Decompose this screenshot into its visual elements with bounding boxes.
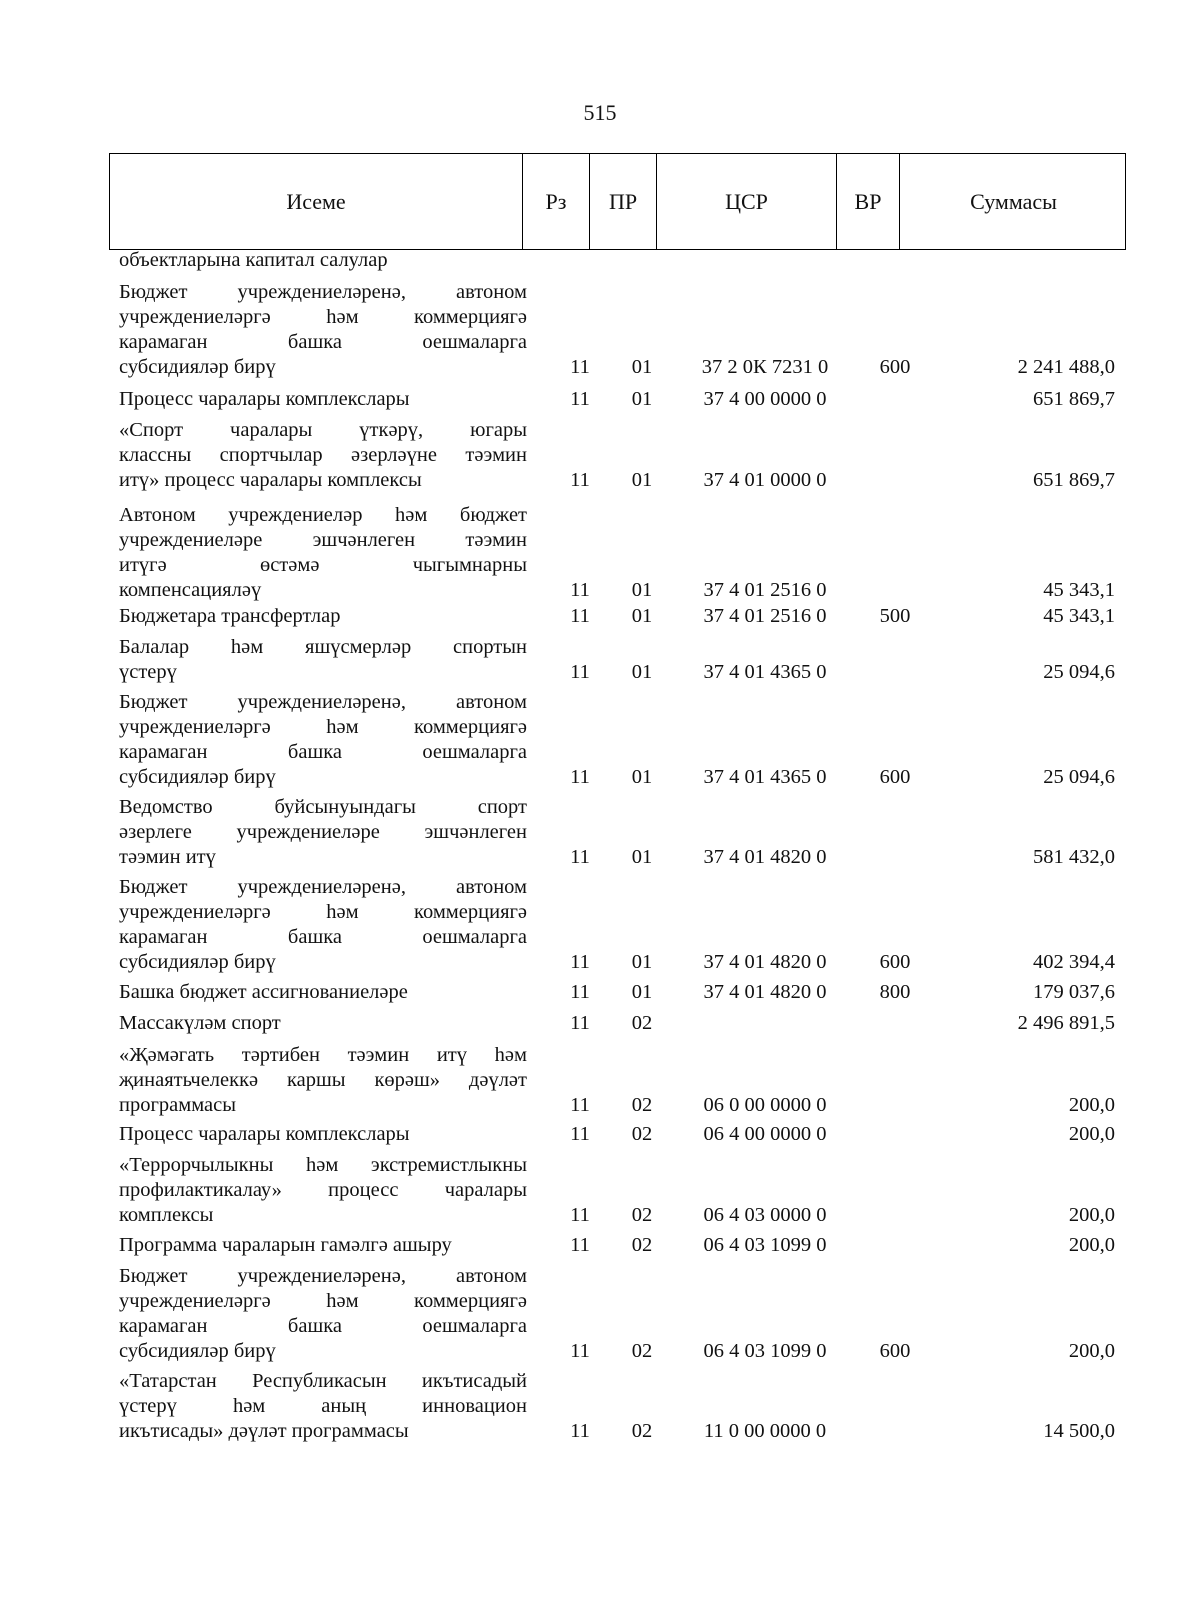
row-sum: 45 343,1: [1043, 579, 1115, 601]
row-csr: 37 4 01 2516 0: [703, 605, 827, 627]
row-name-line: компенсацияләү: [119, 579, 262, 601]
row-csr: 11 0 00 0000 0: [703, 1420, 827, 1442]
row-csr: 06 4 03 1099 0: [703, 1234, 827, 1256]
row-name-line: субсидияләр бирү: [119, 951, 276, 973]
row-name-line: әзерлеге учреждениеләре эшчәнлеген: [119, 821, 527, 843]
row-name-line: Бюджет учреждениеләренә, автоном: [119, 281, 527, 303]
row-name-line: Процесс чаралары комплекслары: [119, 1123, 410, 1145]
row-name-line: карамаган башка оешмаларга: [119, 1315, 527, 1337]
row-pr: 02: [631, 1420, 653, 1442]
row-name-line: тәэмин итү: [119, 846, 216, 868]
row-sum: 2 496 891,5: [1017, 1012, 1115, 1034]
row-name-line: учреждениеләргә һәм коммерциягә: [119, 716, 527, 738]
row-sum: 402 394,4: [1033, 951, 1115, 973]
row-sum: 200,0: [1068, 1123, 1115, 1145]
row-pr: 01: [631, 661, 653, 683]
row-pr: 01: [631, 388, 653, 410]
row-rz: 11: [570, 1094, 590, 1116]
row-pr: 02: [631, 1012, 653, 1034]
row-name-line: субсидияләр бирү: [119, 356, 276, 378]
row-csr: 37 4 01 4365 0: [703, 661, 827, 683]
row-name-line: «Террорчылыкны һәм экстремистлыкны: [119, 1154, 527, 1176]
table-row: [0, 1369, 1200, 1444]
row-vr: 600: [879, 1340, 911, 1362]
row-name-line: Башка бюджет ассигнованиеләре: [119, 981, 408, 1003]
table-row: [0, 248, 1200, 273]
row-csr: 06 4 03 1099 0: [703, 1340, 827, 1362]
table-row: [0, 690, 1200, 790]
row-sum: 179 037,6: [1033, 981, 1115, 1003]
table-row: [0, 795, 1200, 870]
row-vr: 500: [879, 605, 911, 627]
row-sum: 200,0: [1068, 1204, 1115, 1226]
row-name-line: җинаятьчелеккә каршы көрәш» дәүләт: [119, 1069, 527, 1091]
row-name-line: карамаган башка оешмаларга: [119, 331, 527, 353]
table-row: [0, 1233, 1200, 1258]
row-name-line: Бюджет учреждениеләренә, автоном: [119, 1265, 527, 1287]
row-pr: 02: [631, 1340, 653, 1362]
row-pr: 02: [631, 1123, 653, 1145]
table-row: [0, 1011, 1200, 1036]
row-pr: 02: [631, 1094, 653, 1116]
row-name: [119, 980, 527, 1005]
header-name: Исеме: [286, 188, 346, 214]
table-row: [0, 280, 1200, 380]
row-name-line: икътисады» дәүләт программасы: [119, 1420, 409, 1442]
row-pr: 01: [631, 766, 653, 788]
row-sum: 581 432,0: [1033, 846, 1115, 868]
row-name-line: субсидияләр бирү: [119, 766, 276, 788]
row-csr: 06 4 00 0000 0: [703, 1123, 827, 1145]
header-vr: ВР: [836, 154, 899, 249]
row-csr: 06 0 00 0000 0: [703, 1094, 827, 1116]
row-name: [119, 690, 527, 790]
row-name-line: учреждениеләргә һәм коммерциягә: [119, 901, 527, 923]
row-csr: 37 4 01 0000 0: [703, 469, 827, 491]
row-sum: 200,0: [1068, 1094, 1115, 1116]
row-sum: 651 869,7: [1033, 388, 1115, 410]
row-name-line: «Җәмәгать тәртибен тәэмин итү һәм: [119, 1044, 527, 1066]
table-row: [0, 875, 1200, 975]
row-rz: 11: [570, 1420, 590, 1442]
row-name: [119, 604, 527, 629]
row-name-line: үстерү: [119, 661, 177, 683]
row-pr: 01: [631, 981, 653, 1003]
row-pr: 01: [631, 469, 653, 491]
row-rz: 11: [570, 1340, 590, 1362]
row-csr: 06 4 03 0000 0: [703, 1204, 827, 1226]
row-rz: 11: [570, 579, 590, 601]
row-pr: 01: [631, 605, 653, 627]
table-row: [0, 503, 1200, 603]
row-rz: 11: [570, 356, 590, 378]
row-rz: 11: [570, 1012, 590, 1034]
table-row: [0, 1043, 1200, 1118]
row-name-line: объектларына капитал салулар: [119, 249, 388, 271]
row-csr: 37 4 01 4820 0: [703, 981, 827, 1003]
row-rz: 11: [570, 661, 590, 683]
row-name-line: Балалар һәм яшүсмерләр спортын: [119, 636, 527, 658]
row-rz: 11: [570, 605, 590, 627]
row-name: [119, 1264, 527, 1364]
row-pr: 01: [631, 951, 653, 973]
table-row: [0, 1264, 1200, 1364]
row-pr: 01: [631, 356, 653, 378]
row-pr: 02: [631, 1204, 653, 1226]
row-name: [119, 875, 527, 975]
row-vr: 800: [879, 981, 911, 1003]
row-rz: 11: [570, 1123, 590, 1145]
row-name-line: учреждениеләре эшчәнлеген тәэмин: [119, 529, 527, 551]
row-name: [119, 795, 527, 870]
row-name-line: учреждениеләргә һәм коммерциягә: [119, 1290, 527, 1312]
row-csr: 37 4 01 4820 0: [703, 951, 827, 973]
row-sum: 45 343,1: [1043, 605, 1115, 627]
table-row: [0, 1153, 1200, 1228]
row-name-line: итүгә өстәмә чыгымнарны: [119, 554, 527, 576]
row-name-line: Бюджет учреждениеләренә, автоном: [119, 876, 527, 898]
table-row: [0, 635, 1200, 685]
row-vr: 600: [879, 356, 911, 378]
row-name-line: субсидияләр бирү: [119, 1340, 276, 1362]
row-name: [119, 1369, 527, 1444]
row-name-line: Бюджет учреждениеләренә, автоном: [119, 691, 527, 713]
row-name-line: үстерү һәм аның инновацион: [119, 1395, 527, 1417]
row-rz: 11: [570, 469, 590, 491]
row-name: [119, 418, 527, 493]
row-name: [119, 503, 527, 603]
row-name-line: карамаган башка оешмаларга: [119, 741, 527, 763]
row-pr: 01: [631, 579, 653, 601]
row-name-line: «Татарстан Республикасын икътисадый: [119, 1370, 527, 1392]
row-rz: 11: [570, 1204, 590, 1226]
row-name-line: комплексы: [119, 1204, 214, 1226]
row-name: [119, 248, 527, 273]
page-number: 515: [583, 100, 617, 125]
row-sum: 25 094,6: [1043, 661, 1115, 683]
table-row: [0, 604, 1200, 629]
row-name: [119, 280, 527, 380]
row-csr: 37 4 01 4820 0: [703, 846, 827, 868]
row-csr: 37 2 0К 7231 0: [701, 356, 829, 378]
header-rz: Рз: [522, 154, 589, 249]
row-rz: 11: [570, 766, 590, 788]
row-name-line: профилактикалау» процесс чаралары: [119, 1179, 527, 1201]
row-name: [119, 1233, 527, 1258]
row-rz: 11: [570, 388, 590, 410]
row-name-line: Бюджетара трансфертлар: [119, 605, 341, 627]
header-pr: ПР: [589, 154, 656, 249]
table-row: [0, 1122, 1200, 1147]
row-name: [119, 1011, 527, 1036]
row-name: [119, 1043, 527, 1118]
row-name: [119, 1153, 527, 1228]
row-name-line: карамаган башка оешмаларга: [119, 926, 527, 948]
row-name-line: Ведомство буйсынуындагы спорт: [119, 796, 527, 818]
header-sum: Суммасы: [899, 154, 1127, 249]
row-name-line: программасы: [119, 1094, 237, 1116]
row-name-line: Процесс чаралары комплекслары: [119, 388, 410, 410]
row-name-line: итү» процесс чаралары комплексы: [119, 469, 422, 491]
row-vr: 600: [879, 766, 911, 788]
row-sum: 651 869,7: [1033, 469, 1115, 491]
row-sum: 200,0: [1068, 1340, 1115, 1362]
row-sum: 200,0: [1068, 1234, 1115, 1256]
row-sum: 25 094,6: [1043, 766, 1115, 788]
row-name-line: «Спорт чаралары үткәрү, югары: [119, 419, 527, 441]
row-name-line: Программа чараларын гамәлгә ашыру: [119, 1234, 452, 1256]
row-rz: 11: [570, 951, 590, 973]
row-rz: 11: [570, 846, 590, 868]
table-row: [0, 387, 1200, 412]
row-csr: 37 4 01 4365 0: [703, 766, 827, 788]
row-csr: 37 4 01 2516 0: [703, 579, 827, 601]
row-sum: 2 241 488,0: [1017, 356, 1115, 378]
row-rz: 11: [570, 1234, 590, 1256]
header-csr: ЦСР: [656, 154, 836, 249]
row-name-line: классны спортчылар әзерләүне тәэмин: [119, 444, 527, 466]
row-name: [119, 387, 527, 412]
row-name: [119, 1122, 527, 1147]
row-csr: 37 4 00 0000 0: [703, 388, 827, 410]
row-sum: 14 500,0: [1043, 1420, 1115, 1442]
table-row: [0, 418, 1200, 493]
table-row: [0, 980, 1200, 1005]
row-name: [119, 635, 527, 685]
row-pr: 02: [631, 1234, 653, 1256]
row-pr: 01: [631, 846, 653, 868]
row-name-line: Автоном учреждениеләр һәм бюджет: [119, 504, 527, 526]
row-vr: 600: [879, 951, 911, 973]
row-name-line: учреждениеләргә һәм коммерциягә: [119, 306, 527, 328]
row-rz: 11: [570, 981, 590, 1003]
row-name-line: Массакүләм спорт: [119, 1012, 281, 1034]
